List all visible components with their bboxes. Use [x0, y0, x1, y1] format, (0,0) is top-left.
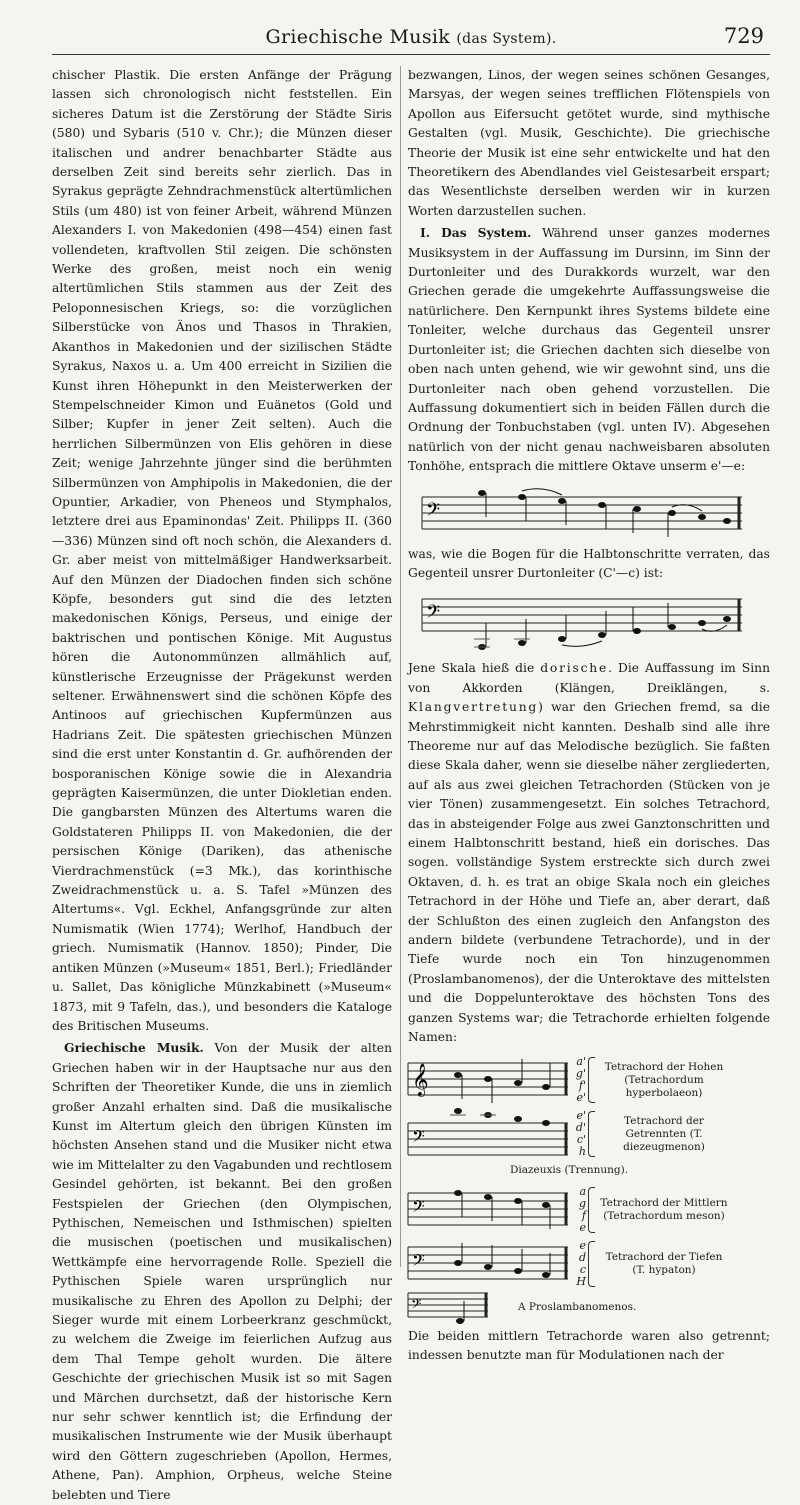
term-klangvertretung: Klangvertretung: [408, 700, 539, 715]
tetrachord-getrennten-label: Tetrachord der Getrennten (T. diezeugmenon): [623, 1114, 705, 1153]
paragraph-dorian: [408, 659, 770, 1047]
tetrachord-mittlern-label: Tetrachord der Mittlern (Tetrachordum meson): [600, 1196, 728, 1222]
note-label: h: [578, 1145, 586, 1159]
tetrachord-hohen-notes: [570, 1056, 586, 1104]
paragraph-greek-music-text: Von der Musik der alten Griechen haben wir in der Hauptsache nur aus den Schriften der Theoretiker Kunde, die uns in ziemlich großer Anzahl erhalten sind. Daß die musikalische Kunst im Altertum gleich den übrigen Künsten im höchsten Ansehen stand und die Musiker nicht etwa wie im Mittelalter zu den Vagabunden und rechtlosem Gesindel gehörten, ist bekannt. Bei den großen Festspielen der Griechen (den Olympischen, Pythischen, Nemeischen und Isthmischen) spielten die musischen (poetischen und musikalischen) Wettkämpfe eine hervorragende Rolle. Speziell die Pythischen Spiele waren ursprünglich nur musikalische zu Ehren des Apollon zu Delphi; der Sieger wurde mit einem Lorbeerkranz geschmückt, zu welchem die Zweige im feierlichen Aufzug aus dem Thal Tempe geholt wurden. Die ältere Geschichte der griechischen Musik ist so mit Sagen und Märchen durchsetzt, daß der historische Kern nur sehr schwer kenntlich ist; die Erfindung der musikalischen Instrumente wie der Musik überhaupt wird den Göttern zugeschrieben (Apollon, Hermes, Athene, Pan). Amphion, Orpheus, welche Steine belebten und Tiere: [52, 1041, 393, 1502]
bass-clef-icon: 𝄢: [426, 602, 441, 628]
paragraph-greek-music: [52, 1038, 392, 1505]
tetrachord-getrennten-notes: [570, 1110, 586, 1158]
paragraph-system-text: Während unser ganzes modernes Musiksystem in der Auffassung im Dursinn, im Sinn der Durtonleiter und des Durakkords wurzelt, war den Griechen gerade die umgekehrte Auffassungsweise die natürlichere. Den Kernpunkt ihres Systems bildete eine Tonleiter, welche durchaus das Gegenteil unsrer Durtonleiter ist; die Griechen dachten sich dieselbe von oben nach unten gehend, wie wir gewohnt sind, uns die Durtonleiter nach oben gehend vorzustellen. Die Auffassung dokumentiert sich in beiden Fällen durch die Ordnung der Tonbuchstaben (vgl. unten IV). Abgesehen natürlich von der nicht genau nachweisbaren absoluten Tonhöhe, entsprach die mittlere Oktave unserm e'—e:: [408, 226, 770, 474]
note-label: e': [576, 1109, 586, 1123]
page-number: 729: [723, 24, 764, 48]
music-staff-dorian-scale: [422, 483, 742, 539]
treble-clef-icon: 𝄞: [412, 1063, 429, 1097]
staff-mittlern: [408, 1185, 568, 1235]
brace: [588, 1111, 595, 1157]
right-column: [408, 66, 770, 1363]
note-label: d: [578, 1250, 586, 1264]
note-label: g: [578, 1196, 586, 1210]
brace: [588, 1241, 595, 1287]
diazeuxis-caption: Diazeuxis (Trennung).: [509, 1164, 629, 1177]
tetrachord-tiefen: [408, 1237, 770, 1291]
tetrachord-tiefen-label: Tetrachord der Tiefen (T. hypaton): [605, 1250, 723, 1276]
bass-clef-icon: 𝄢: [412, 1126, 425, 1151]
column-divider: [400, 66, 401, 1267]
note-label: H: [576, 1274, 586, 1288]
paragraph-system: [408, 223, 770, 476]
dorian-text-c: ) war den Griechen fremd, sa die Mehrstimmigkeit nicht kannten. Deshalb sind alle ihre Theoreme nur auf das Melodische bezüglich. Sie faßten diese Skala daher, wenn sie dieselbe näher zergliederten, auf als aus zwei gleichen Tetrachorden (Stücken von je vier Tönen) zusammengesetzt. Ein solches Tetrachord, das in absteigender Folge aus zwei Ganztonschritten und einem Halbtonschritt bestand, hieß ein dorisches. Das sogen. vollständige System erstreckte sich durch zwei Oktaven, d. h. es trat an obige Skala noch ein gleiches Tetrachord in der Höhe und Tiefe an, aber derart, daß der Schlußton des einen zugleich den Anfangston des andern bildete (verbundene Tetrachorde), und in der Tiefe wurde noch ein Ton hinzugenommen (Proslambanomenos), der die Unteroktave des mittelsten und die Doppelunteroktave des höchsten Tons des ganzen Systems war; die Tetrachorde erhielten folgende Namen:: [408, 700, 770, 1045]
tetrachord-mittlern: [408, 1183, 770, 1237]
tetrachord-hohen-label: Tetrachord der Hohen (Tetrachordum hyperbolaeon): [604, 1060, 724, 1099]
staff-getrennten: [408, 1109, 568, 1159]
header-title: Griechische Musik: [265, 26, 451, 48]
staff-hohen: [408, 1055, 568, 1105]
note-label: c': [576, 1133, 586, 1147]
note-label: a': [576, 1055, 586, 1069]
bass-clef-icon: 𝄢: [426, 499, 441, 525]
header-subtitle: (das System).: [456, 31, 557, 47]
note-label: a: [579, 1184, 586, 1198]
bass-clef-icon: 𝄢: [412, 1195, 425, 1220]
dorian-text-a: Jene Skala hieß die: [408, 661, 541, 676]
tetrachord-tiefen-notes: [570, 1240, 586, 1288]
tetrachord-figure: [408, 1053, 770, 1324]
proslambanomenos-label: A Proslambanomenos.: [518, 1301, 637, 1314]
note-label: f: [581, 1208, 586, 1222]
paragraph-halftones: was, wie die Bogen für die Halbtonschritte verraten, das Gegenteil unsrer Durtonleiter (C'—c) ist:: [408, 546, 770, 580]
note-label: e: [579, 1220, 586, 1234]
paragraph-numismatics: chischer Plastik. Die ersten Anfänge der Prägung lassen sich chronologisch nicht feststellen. Ein sicheres Datum ist die Zerstörung der Städte Siris (580) und Sybaris (510 v. Chr.); die Münzen dieser italischen und andrer benachbarter Städte aus derselben Zeit sind bereits sehr zierlich. Das in Syrakus geprägte Zehndrachmenstück altertümlichen Stils (um 480) ist von feiner Arbeit, während Münzen Alexanders I. von Makedonien (498—454) einen fast vollendeten, kraftvollen Stil zeigen. Die schönsten Werke des großen, meist noch ein wenig altertümlichen Stils stammen aus der Zeit des Peloponnesischen Kriegs, so: die vorzüglichen Silberstücke von Änos und Thasos in Thrakien, Akanthos in Makedonien und der sizilischen Städte Syrakus, Naxos u. a. Um 400 erreicht in Sizilien die Kunst ihren Höhepunkt in den Meisterwerken der Stempelschneider Kimon und Euänetos (Gold und Silber; Kupfer in jener Zeit selten). Auch die herrlichen Silbermünzen von Elis gehören in diese Zeit; wenige Jahrzehnte jünger sind die berühmten Silbermünzen von Amphipolis in Makedonien, die der Opuntier, Arkadier, von Pheneos und Stymphalos, letztere drei aus Epaminondas' Zeit. Philipps II. (360—336) Münzen sind oft noch schön, die Alexanders d. Gr. aber meist von mittelmäßiger Handwerksarbeit. Auf den Münzen der Diadochen finden sich schöne Köpfe, besonders gut sind die des letzten makedonischen Königs, Perseus, und einige der baktrischen und pontischen Könige. Mit Augustus hören die Autonommünzen allmählich auf, künstlerische Erzeugnisse der Prägekunst werden seltener. Erwähnenswert sind die schönen Köpfe des Antinoos auf griechischen Kupfermünzen aus Hadrians Zeit. Die spätesten griechischen Münzen sind die erst unter Konstantin d. Gr. aufhörenden der bosporanischen Könige sowie die in Alexandria geprägten Kaisermünzen, die unter Diokletian enden. Die gangbarsten Münzen des Altertums waren die Goldstateren Philipps II. von Makedonien, die der persischen Könige (Dariken), das athenische Vierdrachmenstück (=3 Mk.), das korinthische Zweidrachmenstück u. a. S. Tafel »Münzen des Altertums«. Vgl. Eckhel, Anfangsgründe zur alten Numismatik (Wien 1774); Werlhof, Handbuch der griech. Numismatik (Hannov. 1850); Pinder, Die antiken Münzen (»Museum« 1851, Berl.); Friedländer u. Sallet, Das königliche Münzkabinett (»Museum« 1873, mit 9 Tafeln, das.), und besonders die Kataloge des Britischen Museums.: [52, 68, 392, 1033]
dorian-text-b: . Die Auffassung im Sinn von Akkorden (Klängen, Dreiklängen, s.: [408, 661, 770, 695]
section-heading-system: I. Das System.: [420, 225, 532, 241]
entry-heading-griechische-musik: Griechische Musik.: [64, 1040, 204, 1056]
page-header: [52, 14, 770, 55]
note-label: d': [575, 1121, 586, 1135]
bass-clef-icon: 𝄢: [412, 1249, 425, 1274]
staff-tiefen: [408, 1239, 568, 1289]
note-label: g': [575, 1067, 586, 1081]
note-label: c: [579, 1262, 586, 1276]
paragraph-middle-tetrachords: Die beiden mittlern Tetrachorde waren also getrennt; indessen benutzte man für Modulationen nach der: [408, 1328, 770, 1363]
running-title: [52, 26, 770, 48]
proslambanomenos-row: [408, 1291, 770, 1325]
left-column: [52, 66, 393, 1502]
brace: [588, 1057, 595, 1103]
note-label: e: [579, 1238, 586, 1252]
term-dorische: dorische: [540, 661, 609, 676]
note-label: e': [576, 1091, 586, 1105]
tetrachord-getrennten: [408, 1107, 770, 1161]
tetrachord-mittlern-notes: [570, 1186, 586, 1234]
paragraph-mythic-figures: bezwangen, Linos, der wegen seines schönen Gesanges, Marsyas, der wegen seines trefflichen Flötenspiels von Apollon aus Eifersucht getötet wurde, sind mythische Gestalten (vgl. Musik, Geschichte). Die griechische Theorie der Musik ist eine sehr entwickelte und hat den Theoretikern des Abendlandes viel Geistesarbeit erspart; das Wesentlichste derselben werden wir in kurzen Worten darzustellen suchen.: [408, 68, 770, 218]
brace: [588, 1187, 595, 1233]
bass-clef-icon: 𝄢: [411, 1295, 422, 1315]
music-staff-major-scale: [422, 589, 742, 653]
tetrachord-hohen: [408, 1053, 770, 1107]
note-label: f': [578, 1079, 586, 1093]
staff-proslambanomenos: [408, 1291, 488, 1325]
